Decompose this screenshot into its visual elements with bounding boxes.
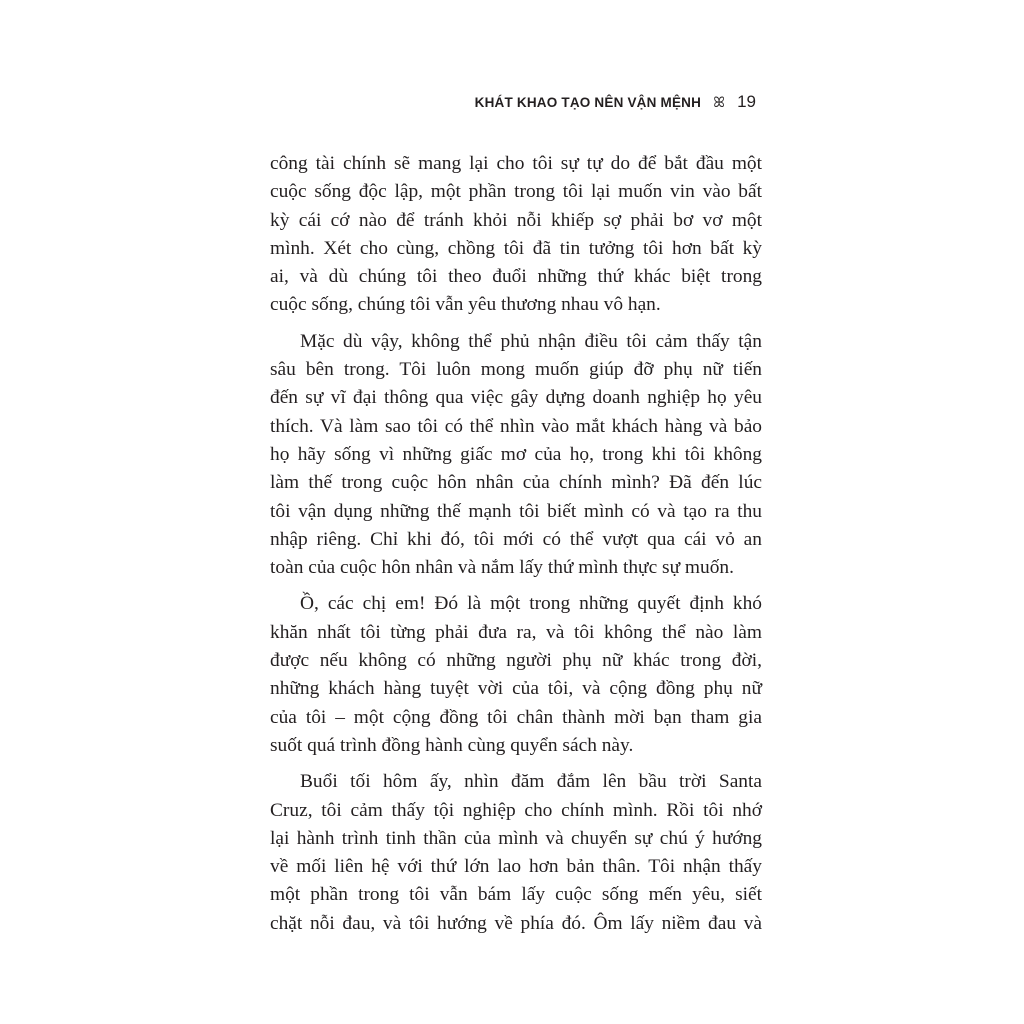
text-line: suốt quá trình đồng hành cùng quyển sách này. bbox=[270, 734, 634, 756]
ornament-icon: ꕤ bbox=[713, 95, 725, 111]
paragraph bbox=[270, 590, 762, 760]
text-line: lại hành trình tinh thần của mình và chuyển sự chú ý hướng bbox=[270, 827, 762, 849]
paragraph bbox=[270, 328, 762, 583]
text-line: mình. Xét cho cùng, chồng tôi đã tin tưởng tôi hơn bất kỳ bbox=[270, 237, 762, 259]
paragraph bbox=[270, 150, 762, 320]
text-line: ai, và dù chúng tôi theo đuổi những thứ khác biệt trong bbox=[270, 266, 762, 288]
text-line: đến sự vĩ đại thông qua việc gây dựng doanh nghiệp họ yêu bbox=[270, 387, 762, 409]
text-line: công tài chính sẽ mang lại cho tôi sự tự do để bắt đầu một bbox=[270, 153, 762, 174]
text-line: làm thế trong cuộc hôn nhân của chính mình? Đã đến lúc bbox=[270, 472, 762, 494]
text-line: được nếu không có những người phụ nữ khác trong đời, bbox=[270, 650, 762, 672]
body-text bbox=[270, 150, 762, 938]
text-line: cuộc sống độc lập, một phần trong tôi lại muốn vin vào bất bbox=[270, 181, 762, 203]
text-line: những khách hàng tuyệt vời của tôi, và cộng đồng phụ nữ bbox=[270, 678, 762, 700]
text-line: tôi vận dụng những thế mạnh tôi biết mình có và tạo ra thu bbox=[270, 500, 762, 522]
running-header bbox=[475, 92, 756, 112]
text-line: thích. Và làm sao tôi có thể nhìn vào mắt khách hàng và bảo bbox=[270, 415, 762, 437]
paragraph bbox=[270, 768, 762, 938]
chapter-title: KHÁT KHAO TẠO NÊN VẬN MỆNH bbox=[474, 95, 702, 110]
text-line: kỳ cái cớ nào để tránh khỏi nỗi khiếp sợ phải bơ vơ một bbox=[270, 209, 762, 231]
text-line: về mối liên hệ với thứ lớn lao hơn bản thân. Tôi nhận thấy bbox=[270, 856, 762, 878]
text-line: Mặc dù vậy, không thể phủ nhận điều tôi cảm thấy tận bbox=[300, 330, 762, 352]
text-line: nhập riêng. Chỉ khi đó, tôi mới có thể vượt qua cái vỏ an bbox=[270, 528, 762, 550]
text-line: khăn nhất tôi từng phải đưa ra, và tôi không thể nào làm bbox=[270, 621, 762, 643]
text-line: Cruz, tôi cảm thấy tội nghiệp cho chính mình. Rồi tôi nhớ bbox=[270, 799, 762, 821]
text-line: của tôi – một cộng đồng tôi chân thành mời bạn tham gia bbox=[270, 706, 762, 728]
text-line: Buổi tối hôm ấy, nhìn đăm đắm lên bầu trời Santa bbox=[300, 771, 762, 793]
text-line: một phần trong tôi vẫn bám lấy cuộc sống mến yêu, siết bbox=[270, 884, 762, 906]
text-line: cuộc sống, chúng tôi vẫn yêu thương nhau vô hạn. bbox=[270, 294, 661, 316]
text-line: họ hãy sống vì những giấc mơ của họ, trong khi tôi không bbox=[270, 443, 762, 465]
text-line: toàn của cuộc hôn nhân và nắm lấy thứ mình thực sự muốn. bbox=[270, 557, 734, 579]
page-number: 19 bbox=[737, 92, 756, 111]
text-line: chặt nỗi đau, và tôi hướng về phía đó. Ôm lấy niềm đau và bbox=[270, 912, 762, 934]
text-line: Ồ, các chị em! Đó là một trong những quyết định khó bbox=[300, 593, 762, 615]
text-line: sâu bên trong. Tôi luôn mong muốn giúp đỡ phụ nữ tiến bbox=[270, 359, 762, 381]
